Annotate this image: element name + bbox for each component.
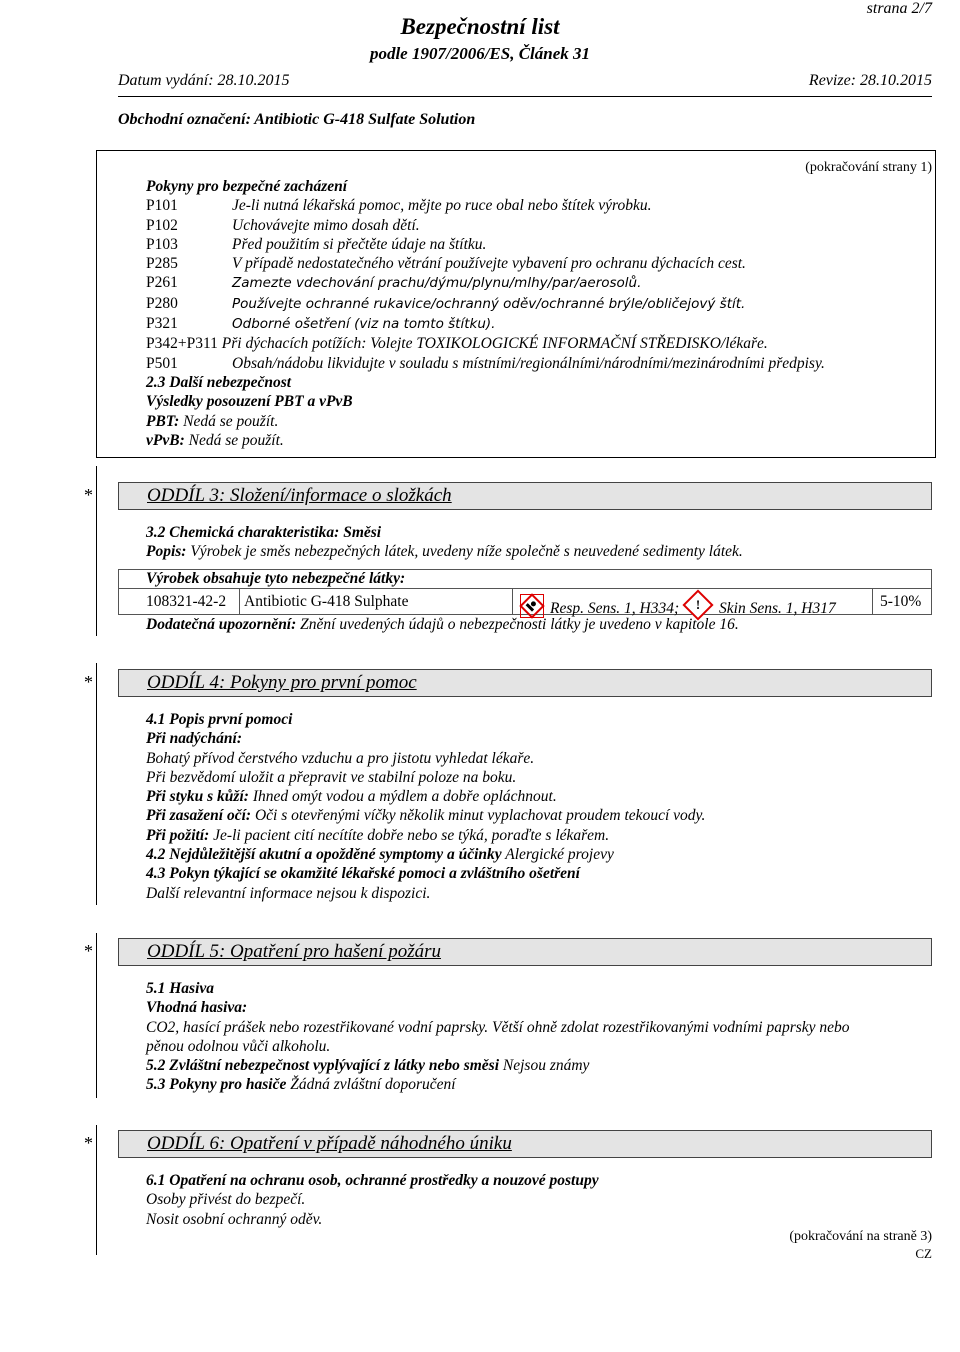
skin-contact: Při styku s kůží: Ihned omýt vodou a mýdlem a dobře opláchnout.: [146, 788, 557, 806]
hazard-classification: Resp. Sens. 1, H334; ! Skin Sens. 1, H317: [516, 594, 836, 618]
inhalation-line: Při bezvědomí uložit a přepravit ve stabilní poloze na boku.: [146, 768, 517, 786]
table-divider: [872, 588, 873, 615]
precaution-row: P102 Uchovávejte mimo dosah dětí.: [146, 216, 420, 234]
precaution-row: P103 Před použitím si přečtěte údaje na štítku.: [146, 235, 487, 253]
section5-bar: [96, 933, 97, 1098]
section3-bar: [96, 466, 97, 636]
inhalation-title: Při nadýchání:: [146, 730, 243, 748]
suitable-line: CO2, hasící prášek nebo rozestřikované vodní paprsky. Větší ohně zdolat rozestřikovanými vodními paprsky nebo: [146, 1018, 850, 1036]
vpvb-row: vPvB: Nedá se použít.: [146, 431, 284, 449]
trade-name: Obchodní označení: Antibiotic G-418 Sulfate Solution: [118, 111, 476, 128]
exclamation-mark-icon: !: [682, 589, 713, 620]
continued-on: (pokračování na straně 3): [789, 1229, 932, 1244]
hazard-table-title: Výrobek obsahuje tyto nebezpečné látky:: [146, 570, 406, 587]
section5-change-mark: *: [84, 941, 93, 961]
precaution-row: P261 Zamezte vdechování prachu/dýmu/plynu/mlhy/par/aerosolů.: [146, 274, 642, 292]
precaution-row: P101 Je-li nutná lékařská pomoc, mějte po ruce obal nebo štítek výrobku.: [146, 197, 652, 215]
section4-bar: [96, 663, 97, 905]
cas-number: 108321-42-2: [146, 593, 227, 610]
suitable-line: pěnou odolnou vůči alkoholu.: [146, 1037, 331, 1055]
table-divider: [239, 588, 240, 615]
concentration: 5-10%: [880, 593, 922, 610]
suitable-title: Vhodná hasiva:: [146, 999, 248, 1017]
precaution-row: P342+P311 Při dýchacích potížích: Volejte TOXIKOLOGICKÉ INFORMAČNÍ STŘEDISKO/lékaře.: [146, 335, 768, 353]
eye-contact: Při zasažení očí: Oči s otevřenými víčky několik minut vyplachovat proudem tekoucí vody.: [146, 807, 706, 825]
document-subtitle: podle 1907/2006/ES, Článek 31: [369, 44, 591, 63]
inhalation-line: Bohatý přívod čerstvého vzduchu a pro jistotu vyhledat lékaře.: [146, 749, 535, 767]
other-hazard-title: 2.3 Další nebezpečnost: [146, 373, 292, 391]
revision-date: Revize: 28.10.2015: [808, 72, 932, 89]
firefighters: 5.3 Pokyny pro hasiče Žádná zvláštní doporučení: [146, 1076, 456, 1094]
language-code: CZ: [915, 1246, 932, 1261]
section6-line: Nosit osobní ochranný oděv.: [146, 1210, 323, 1228]
page-number: strana 2/7: [866, 0, 932, 17]
precautions-list: [146, 177, 825, 450]
special-hazards: 5.2 Zvláštní nebezpečnost vyplývající z látky nebo směsi Nejsou známy: [146, 1057, 590, 1075]
section3-sub: 3.2 Chemická charakteristika: Směsi: [146, 524, 382, 541]
precaution-row: P321 Odborné ošetření (viz na tomto štítku).: [146, 315, 496, 333]
pbt-row: PBT: Nedá se použít.: [146, 412, 279, 430]
section3-heading: ODDÍL 3: Složení/informace o složkách: [118, 482, 932, 510]
section4-sub: 4.1 Popis první pomoci: [146, 711, 293, 728]
section5-heading: ODDÍL 5: Opatření pro hašení požáru: [118, 938, 932, 966]
section6-bar: [96, 1125, 97, 1255]
pbt-title: Výsledky posouzení PBT a vPvB: [146, 393, 353, 411]
section6-body: [146, 1171, 599, 1229]
section6-line: Osoby přivést do bezpečí.: [146, 1191, 306, 1209]
section6-sub: 6.1 Opatření na ochranu osob, ochranné prostředky a nouzové postupy: [146, 1172, 599, 1189]
table-divider: [512, 588, 513, 615]
medical-text: Další relevantní informace nejsou k dispozici.: [146, 884, 431, 902]
section3-description: Popis: Výrobek je směs nebezpečných látek, uvedeny níže společně s neuvedené sedimenty látek.: [146, 543, 743, 560]
issue-date: Datum vydání: 28.10.2015: [118, 72, 290, 89]
continued-from: (pokračování strany 1): [805, 160, 932, 175]
ingestion: Při požití: Je-li pacient cití necítíte dobře nebo se týká, poraďte s lékařem.: [146, 826, 610, 844]
precaution-row: P280 Používejte ochranné rukavice/ochranný oděv/ochranné brýle/obličejový štít.: [146, 294, 746, 312]
precaution-row: P285 V případě nedostatečného větrání používejte vybavení pro ochranu dýchacích cest.: [146, 255, 746, 273]
header-rule: [118, 96, 932, 97]
section4-change-mark: *: [84, 672, 93, 692]
section3-note: Dodatečná upozornění: Znění uvedených údajů o nebezpečnosti látky je uvedeno v kapitole 16.: [146, 616, 739, 633]
section4-body: [146, 710, 705, 903]
precautions-title: Pokyny pro bezpečné zacházení: [146, 178, 348, 195]
substance-name: Antibiotic G-418 Sulphate: [244, 593, 409, 610]
section6-change-mark: *: [84, 1133, 93, 1153]
section5-sub: 5.1 Hasiva: [146, 980, 215, 997]
section3-change-mark: *: [84, 485, 93, 505]
document-title: Bezpečnostní list: [400, 14, 560, 39]
symptoms: 4.2 Nejdůležitější akutní a opožděné symptomy a účinky Alergické projevy: [146, 846, 614, 864]
medical-title: 4.3 Pokyn týkající se okamžité lékařské pomoci a zvláštního ošetření: [146, 865, 580, 883]
precaution-row: P501 Obsah/nádobu likvidujte v souladu s místními/regionálními/národními/mezinárodními předpisy.: [146, 354, 825, 372]
section5-body: [146, 979, 850, 1095]
section6-heading: ODDÍL 6: Opatření v případě náhodného úniku: [118, 1130, 932, 1158]
section4-heading: ODDÍL 4: Pokyny pro první pomoc: [118, 669, 932, 697]
